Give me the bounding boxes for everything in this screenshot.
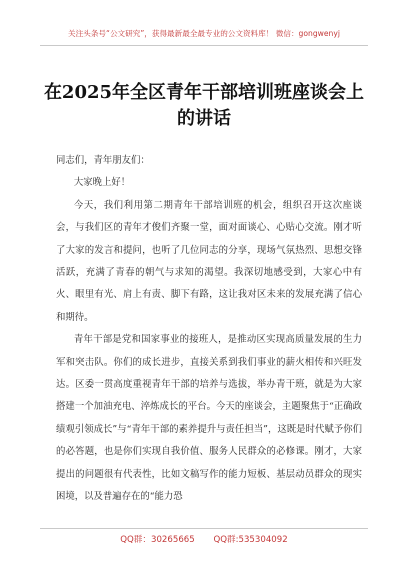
qq-group-1: QQ群：30265665 xyxy=(120,535,195,545)
header-promo-note: 关注头条号“公文研究”，获得最新最全最专业的公文资料库！ 微信：gongwenyj xyxy=(68,29,340,38)
qq-group-2: QQ群:535304092 xyxy=(213,535,288,545)
paragraph: 青年干部是党和国家事业的接班人，是推动区实现高质量发展的生力军和突击队。你们的成长进步，直接关系到我们事业的薪火相传和兴旺发达。区委一贯高度重视青年干部的培养与选拔，举办青干班，就是为大家搭建一个加油充电、淬炼成长的平台。今天的座谈会，主题聚焦于“正确政绩观引领成长”与“青年干部的素养提升与责任担当”，这既是时代赋予你们的必答题，也是你们实现自我价值、服务人民群众的必修课。刚才，大家提出的问题很有代表性，比如文稿写作的能力短板、基层动员群众的现实困境，以及普遍存在的“能力恐 xyxy=(56,334,362,503)
document-title: 在2025年全区青年干部培训班座谈会上的讲话 xyxy=(43,82,365,129)
document-body xyxy=(56,150,362,509)
header-divider xyxy=(40,45,368,46)
footer-contact xyxy=(0,533,408,545)
greeting: 大家晚上好！ xyxy=(73,177,131,189)
footer-divider xyxy=(40,528,368,529)
paragraph: 今天，我们利用第二期青年干部培训班的机会，组织召开这次座谈会，与我们区的青年才俊们齐聚一堂，面对面谈心、心贴心交流。刚才听了大家的发言和提问，也听了几位同志的分享，现场气氛热烈、思想交锋活跃，充满了青春的朝气与求知的渴望。我深切地感受到，大家心中有火、眼里有光、肩上有责、脚下有路，这让我对区未来的发展充满了信心和期待。 xyxy=(56,199,362,323)
salutation: 同志们，青年朋友们： xyxy=(56,155,150,166)
